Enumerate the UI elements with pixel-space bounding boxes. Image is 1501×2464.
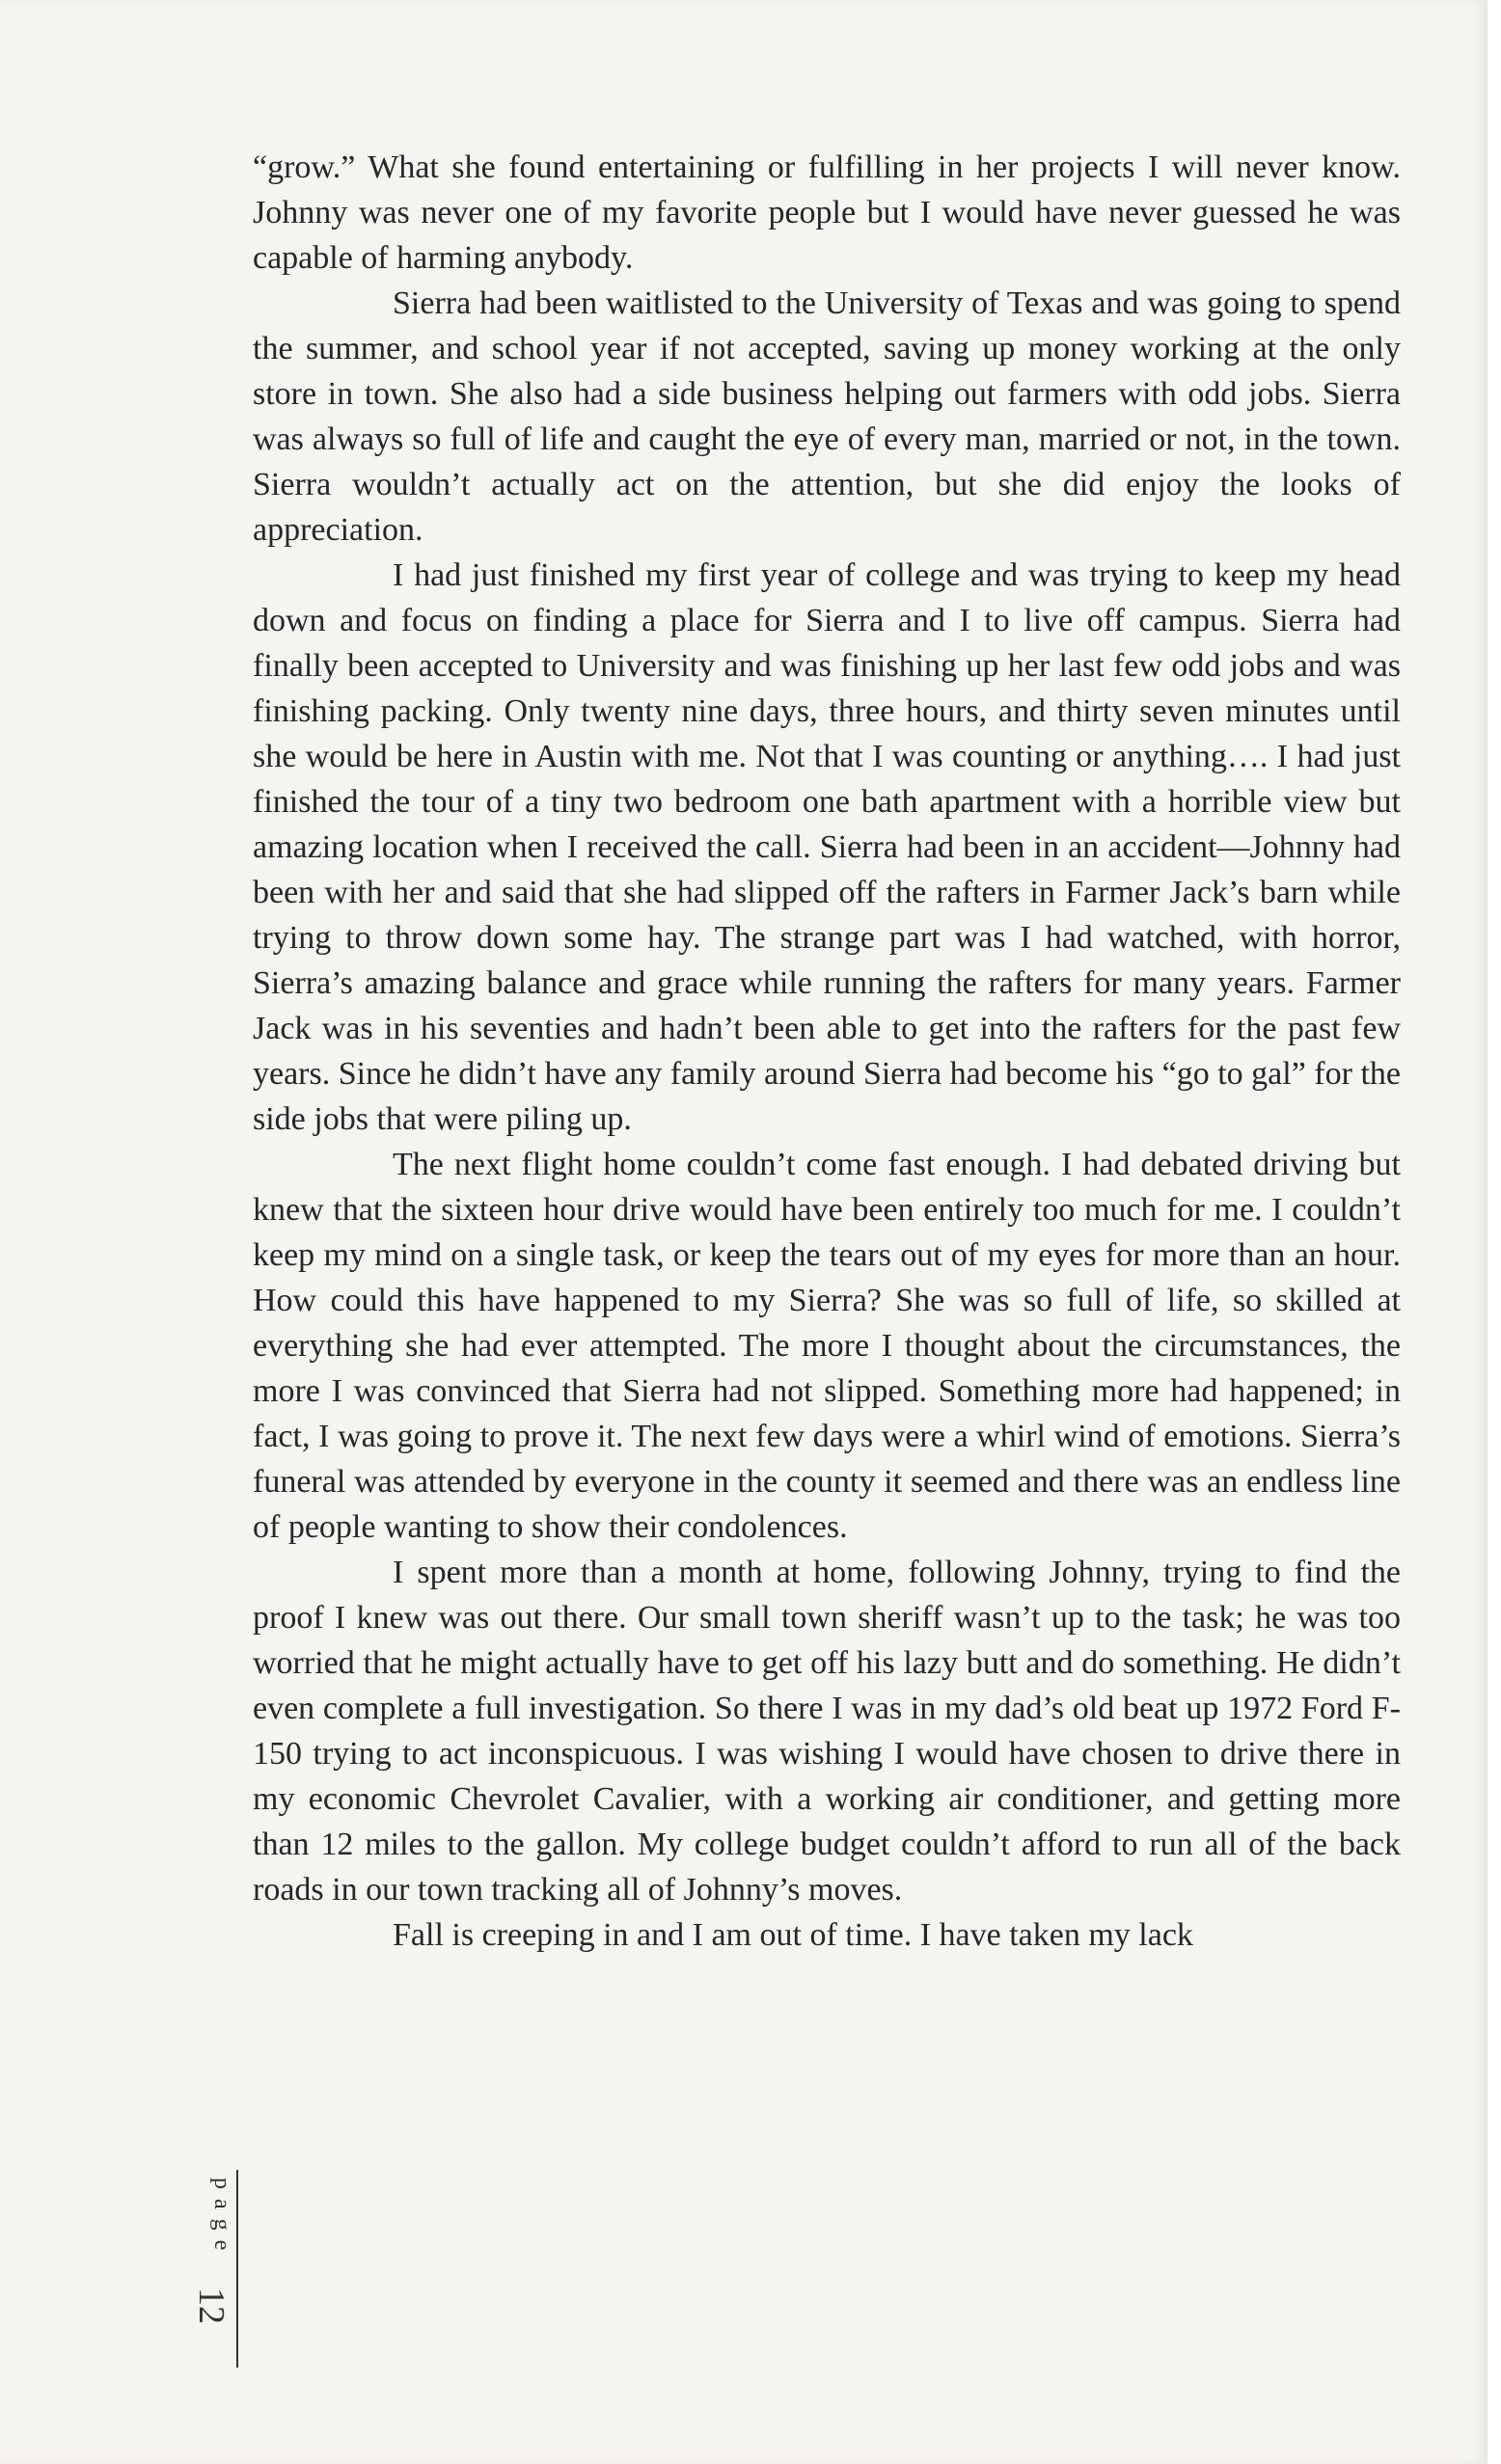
paragraph-1: “grow.” What she found entertaining or fulfilling in her projects I will never know. Johnny was never one of my favorite people but I would have never guessed he was capable of harming anybody. xyxy=(253,149,1401,276)
paragraph-5: I spent more than a month at home, following Johnny, trying to find the proof I knew was out there. Our small town sheriff wasn’t up to the task; he was too worried that he might actually have to get off his lazy butt and do something. He didn’t even complete a full investigation. So there I was in my dad’s old beat up 1972 Ford F-150 trying to act inconspicuous. I was wishing I would have chosen to drive there in my economic Chevrolet Cavalier, with a working air conditioner, and getting more than 12 miles to the gallon. My college budget couldn’t afford to run all of the back roads in our town tracking all of Johnny’s moves. xyxy=(253,1555,1401,1908)
body-text xyxy=(253,145,1401,1958)
paragraph-3: I had just finished my first year of college and was trying to keep my head down and focus on finding a place for Sierra and I to live off campus. Sierra had finally been accepted to University and was finishing up her last few odd jobs and was finishing packing. Only twenty nine days, three hours, and thirty seven minutes until she would be here in Austin with me. Not that I was counting or anything…. I had just finished the tour of a tiny two bedroom one bath apartment with a horrible view but amazing location when I received the call. Sierra had been in an accident—Johnny had been with her and said that she had slipped off the rafters in Farmer Jack’s barn while trying to throw down some hay. The strange part was I had watched, with horror, Sierra’s amazing balance and grace while running the rafters for many years. Farmer Jack was in his seventies and hadn’t been able to get into the rafters for the past few years. Since he didn’t have any family around Sierra had become his “go to gal” for the side jobs that were piling up. xyxy=(253,557,1401,1137)
paragraph-4: The next flight home couldn’t come fast enough. I had debated driving but knew that the sixteen hour drive would have been entirely too much for me. I couldn’t keep my mind on a single task, or keep the tears out of my eyes for more than an hour. How could this have happened to my Sierra? She was so full of life, so skilled at everything she had ever attempted. The more I thought about the circumstances, the more I was convinced that Sierra had not slipped. Something more had happened; in fact, I was going to prove it. The next few days were a whirl wind of emotions. Sierra’s funeral was attended by everyone in the county it seemed and there was an endless line of people wanting to show their condolences. xyxy=(253,1147,1401,1545)
page-edge xyxy=(1487,0,1501,2464)
page-divider xyxy=(236,2170,238,2368)
paragraph-2: Sierra had been waitlisted to the University of Texas and was going to spend the summer, and school year if not accepted, saving up money working at the only store in town. She also had a side business helping out farmers with odd jobs. Sierra was always so full of life and caught the eye of every man, married or not, in the town. Sierra wouldn’t actually act on the attention, but she did enjoy the looks of appreciation. xyxy=(253,285,1401,548)
page-number-marker xyxy=(191,2170,256,2363)
paragraph-6: Fall is creeping in and I am out of time. I have taken my lack xyxy=(393,1917,1193,1953)
page-label: page xyxy=(209,2178,234,2261)
page-number: 12 xyxy=(191,2288,232,2324)
